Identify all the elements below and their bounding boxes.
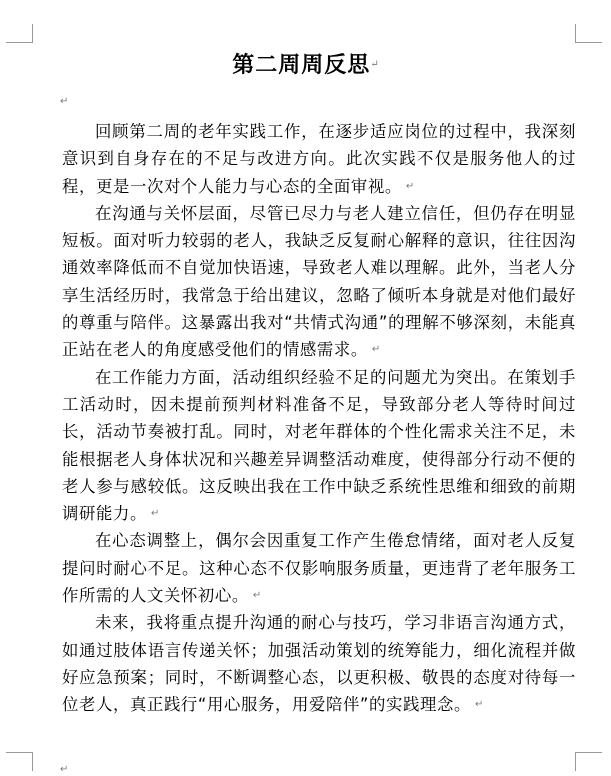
paragraph-mark: ↵ (150, 508, 160, 520)
paragraph-5 (62, 609, 576, 718)
crop-mark-bottom-right (575, 752, 602, 771)
paragraph-1-text: 回顾第二周的老年实践工作，在逐步适应岗位的过程中，我深刻意识到自身存在的不足与改进方向。此次实践不仅是服务他人的过程，更是一次对个人能力与心态的全面审视。 (62, 122, 576, 196)
paragraph-5-text: 未来，我将重点提升沟通的耐心与技巧，学习非语言沟通方式，如通过肢体语言传递关怀；加强活动策划的统筹能力，细化流程并做好应急预案；同时，不断调整心态，以更积极、敬畏的态度对待每一位老人，真正践行“用心服务，用爱陪伴”的实践理念。 (62, 613, 576, 715)
document-title: 第二周周反思 (232, 52, 371, 78)
empty-paragraph-mark: ↵ (60, 764, 69, 775)
crop-mark-bottom-left (6, 752, 33, 771)
paragraph-4-text: 在心态调整上，偶尔会因重复工作产生倦怠情绪，面对老人反复提问时耐心不足。这种心态不仅影响服务质量，更违背了老年服务工作所需的人文关怀初心。 (62, 531, 576, 606)
paragraph-2 (62, 200, 576, 364)
paragraph-mark: ↵ (474, 699, 484, 711)
crop-mark-top-left (6, 24, 33, 43)
paragraph-mark: ↵ (405, 180, 415, 192)
paragraph-mark: ↵ (252, 590, 262, 602)
paragraph-mark: ↵ (370, 59, 379, 70)
document-title-line[interactable] (0, 50, 611, 80)
paragraph-4 (62, 527, 576, 609)
crop-mark-top-right (575, 24, 602, 43)
empty-paragraph-mark: ↵ (60, 96, 69, 107)
paragraph-3 (62, 364, 576, 528)
paragraph-mark: ↵ (371, 344, 381, 356)
paragraph-1 (62, 118, 576, 200)
paragraph-3-text: 在工作能力方面，活动组织经验不足的问题尤为突出。在策划手工活动时，因未提前预判材料准备不足，导致部分老人等待时间过长，活动节奏被打乱。同时，对老年群体的个性化需求关注不足，未能根据老人身体状况和兴趣差异调整活动难度，使得部分行动不便的老人参与感较低。这反映出我在工作中缺乏系统性思维和细致的前期调研能力。 (62, 367, 576, 524)
document-body[interactable] (62, 118, 576, 719)
paragraph-2-text: 在沟通与关怀层面，尽管已尽力与老人建立信任，但仍存在明显短板。面对听力较弱的老人，我缺乏反复耐心解释的意识，往往因沟通效率降低而不自觉加快语速，导致老人难以理解。此外，当老人分享生活经历时，我常急于给出建议，忽略了倾听本身就是对他们最好的尊重与陪伴。这暴露出我对“共情式沟通”的理解不够深刻，未能真正站在老人的角度感受他们的情感需求。 (62, 203, 576, 360)
